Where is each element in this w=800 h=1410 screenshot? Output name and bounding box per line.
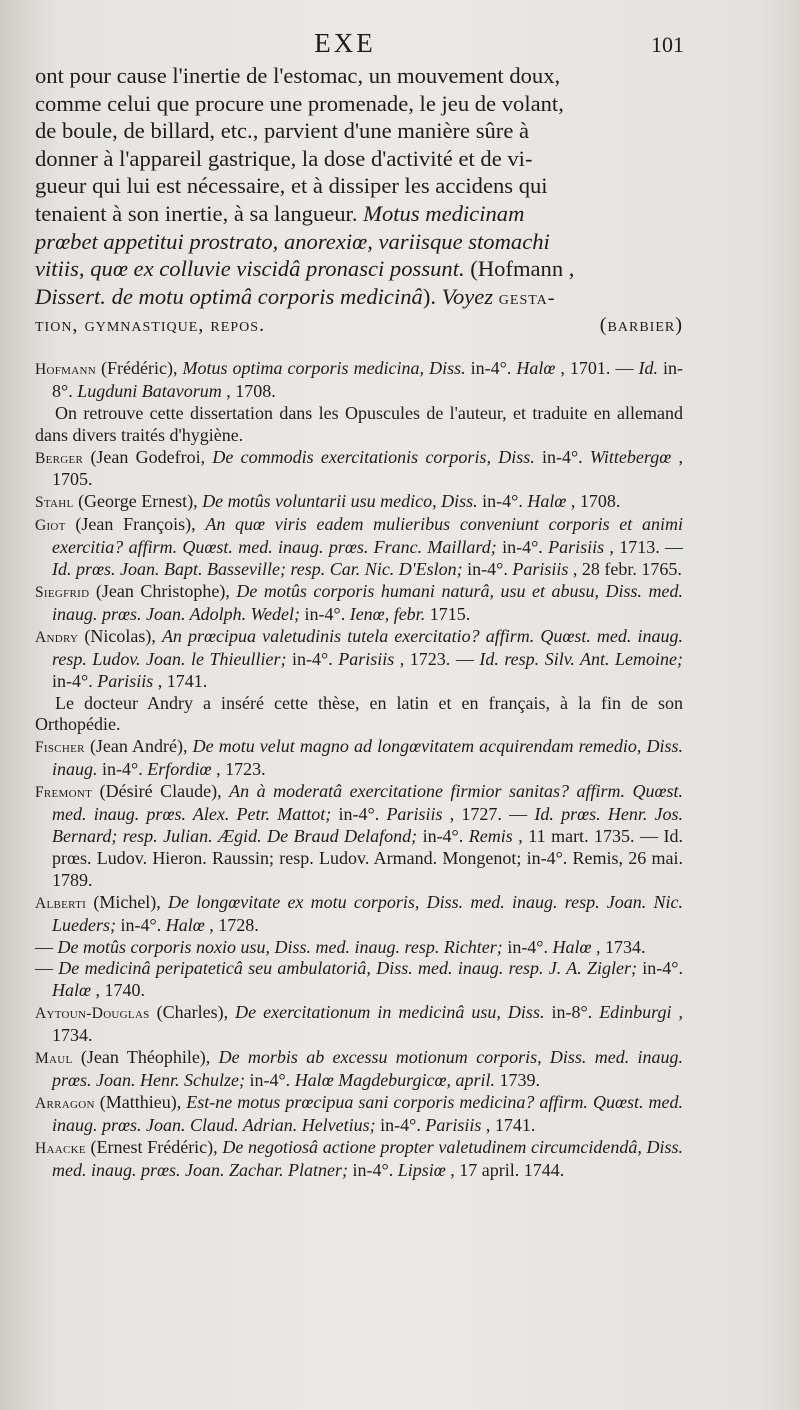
text-line: donner à l'appareil gastrique, la dose d'activité et de vi- — [35, 145, 533, 171]
entry-format: in-4°. — [120, 914, 162, 935]
bibliography-entry — [35, 958, 683, 1002]
entry-author: Aytoun-Douglas — [35, 1005, 150, 1023]
entry-format: in-4°. — [338, 804, 380, 825]
entry-date: , 1727. — — [449, 804, 528, 825]
bibliography-entry — [35, 892, 683, 937]
entry-author: Stahl — [35, 494, 74, 512]
author-signature: (barbier) — [599, 314, 683, 337]
bibliography-entry — [35, 626, 683, 693]
entry-format: in-4°. — [352, 1159, 394, 1180]
entry-place: Halœ — [516, 357, 556, 378]
entry-place: Wittebergœ — [589, 446, 672, 467]
entry-author-detail: (Matthieu), — [99, 1091, 182, 1112]
bibliography-entry — [35, 736, 683, 781]
entry-author: Fischer — [35, 739, 85, 757]
entry-author-detail: (Jean François), — [75, 514, 196, 535]
entry-format: in-4°. — [482, 491, 523, 512]
entry-place: Halœ Magdeburgicœ, april. — [294, 1069, 496, 1090]
entry-place: Lipsiœ — [397, 1159, 446, 1180]
entry-place: Edinburgi — [599, 1002, 672, 1023]
entry-author: Maul — [35, 1050, 73, 1068]
entry-author: Andry — [35, 628, 79, 646]
entry-place: Halœ — [527, 491, 567, 512]
entry-date: , 1705. — [52, 446, 683, 490]
voyez-label: Voyez — [441, 283, 494, 309]
entry-author: Siegfrid — [35, 584, 90, 601]
entry-extra-title: Id. prœs. Joan. Bapt. Basseville; resp. Car. Nic. D'Eslon; — [52, 559, 463, 580]
entry-format: in-4°. — [507, 936, 549, 957]
entry-extra-date: , 11 mart. 1735. — Id. prœs. Ludov. Hieron. Raussin; resp. Ludov. Armand. Mongenot; in-4°. Remis, 26 mai. 1789. — [52, 825, 684, 890]
latin-quote: Motus medicinam — [363, 200, 525, 226]
bibliography-entry — [35, 1002, 683, 1047]
entry-date: 1715. — [429, 603, 471, 624]
bibliography — [35, 358, 683, 1182]
bibliography-entry — [35, 358, 683, 403]
entry-extra-title: Id. prœs. Henr. Jos. Bernard; resp. Julian. Ægid. De Braud Delafond; — [52, 804, 684, 846]
text-line — [35, 283, 683, 313]
entry-author-detail: (Jean Théophile), — [80, 1047, 211, 1068]
entry-author-detail: (Frédéric), — [100, 357, 178, 378]
entry-extra-date: , 1741. — [157, 670, 208, 691]
text-line: gueur qui lui est nécessaire, et à dissiper les accidens qui — [35, 173, 548, 199]
entry-format: in-4°. — [380, 1114, 421, 1135]
entry-format: in-4°. — [292, 648, 333, 669]
bibliography-entry — [35, 937, 683, 959]
text-line — [35, 255, 683, 283]
entry-author: Alberti — [35, 894, 87, 912]
entry-title: De exercitationum in medicinâ usu, Diss. — [235, 1002, 545, 1023]
entry-date: , 1723. — — [399, 648, 474, 669]
entry-author: Hofmann — [35, 360, 96, 378]
entry-author: Fremont — [35, 784, 93, 802]
entry-author-detail: — — [35, 936, 53, 957]
entry-format: in-4°. — [304, 603, 346, 624]
entry-author-detail: (Nicolas), — [84, 625, 156, 646]
entry-extra-place: Lugduni Batavorum — [77, 380, 222, 401]
entry-date: , 1713. — — [609, 537, 684, 558]
entry-title: An quœ viris eadem mulieribus conveniunt corporis et animi exercitia? affirm. Quœst. med. inaug. prœs. Franc. Maillard; — [52, 514, 684, 558]
entry-format: in-8°. — [551, 1002, 593, 1023]
text-line — [35, 312, 683, 340]
entry-extra-format: in-4°. — [52, 670, 93, 691]
text-line: ont pour cause l'inertie de l'estomac, un mouvement doux, — [35, 63, 561, 88]
bibliography-entry — [35, 514, 683, 581]
text-span: (Hofmann , — [470, 256, 575, 282]
text-span: tenaient à son inertie, à sa langueur. — [35, 200, 358, 226]
entry-author: Berger — [35, 449, 84, 467]
latin-quote: vitiis, quœ ex colluvie viscidâ pronasci possunt. — [35, 256, 465, 282]
entry-format: in-4°. — [249, 1069, 291, 1090]
entry-author-detail: — — [35, 958, 53, 979]
text-span: ). — [422, 283, 437, 309]
entry-date: 1739. — [499, 1069, 541, 1090]
text-line — [35, 200, 683, 228]
entry-extra-date: , 1708. — [226, 380, 276, 401]
entry-author-detail: (Charles), — [156, 1002, 229, 1023]
entry-place: Halœ — [165, 914, 205, 935]
entry-author-detail: (George Ernest), — [78, 491, 198, 512]
entry-date: , 1734. — [596, 936, 646, 957]
entry-extra-format: in-4°. — [422, 825, 464, 846]
entry-title: De motu velut magno ad longœvitatem acquirendam remedio, Diss. inaug. — [52, 736, 684, 780]
entry-title: Est-ne motus prœcipua sani corporis medicina? affirm. Quœst. med. inaug. prœs. Joan. Claud. Adrian. Helvetius; — [52, 1091, 683, 1135]
text-line — [35, 228, 683, 256]
entry-format: in-4°. — [470, 357, 512, 378]
citation-title: Dissert. de motu optimâ corporis medicinâ — [35, 283, 423, 309]
entry-title: De motûs corporis noxio usu, Diss. med. inaug. resp. Richter; — [57, 936, 503, 957]
entry-date: , 17 april. 1744. — [450, 1159, 565, 1180]
entry-place: Parisiis — [548, 537, 605, 558]
page-body — [35, 62, 683, 1181]
running-title: EXE — [314, 28, 376, 58]
entry-author-detail: (Jean Godefroi, — [90, 446, 206, 467]
main-article-text — [35, 62, 683, 340]
entry-place: Parisiis — [425, 1114, 482, 1135]
entry-title: De longœvitate ex motu corporis, Diss. med. inaug. resp. Joan. Nic. Lueders; — [52, 891, 683, 935]
entry-place: Erfordiœ — [147, 759, 212, 780]
entry-title: De commodis exercitationis corporis, Diss. — [212, 446, 535, 467]
entry-author: Giot — [35, 517, 66, 535]
entry-place: Halœ — [552, 936, 592, 957]
bibliography-entry — [35, 781, 683, 892]
text-line: de boule, de billard, etc., parvient d'une manière sûre à — [35, 118, 530, 144]
bibliography-note: On retrouve cette dissertation dans les Opuscules de l'auteur, et traduite en allemand dans divers traités d'hygiène. — [35, 402, 683, 445]
entry-extra-format: in-8°. — [52, 357, 684, 401]
entry-title: An à moderatâ exercitatione firmior sanitas? affirm. Quœst. med. inaug. prœs. Alex. Petr. Mattot; — [52, 781, 684, 825]
bibliography-entry — [35, 1047, 683, 1092]
entry-title: De motûs corporis humani naturâ, usu et abusu, Diss. med. inaug. prœs. Joan. Adolph. Wedel; — [52, 581, 684, 624]
entry-author-detail: (Ernest Frédéric), — [90, 1136, 218, 1157]
entry-place: Parisiis — [386, 804, 443, 825]
cross-reference: gesta- — [498, 286, 556, 309]
entry-format: in-4°. — [642, 958, 683, 979]
entry-extra-place: Remis — [468, 825, 513, 846]
entry-date: , 1708. — [570, 491, 621, 512]
entry-date: , 1740. — [95, 980, 146, 1001]
page-number: 101 — [651, 32, 684, 57]
bibliography-note: Le docteur Andry a inséré cette thèse, en latin et en français, à la fin de son Orthopédie. — [35, 692, 683, 735]
entry-author-detail: (Désiré Claude), — [99, 781, 222, 802]
entry-date: , 1741. — [485, 1114, 536, 1135]
entry-author-detail: (Jean André), — [89, 736, 188, 757]
entry-place: Ienœ, febr. — [349, 603, 426, 624]
text-line: comme celui que procure une promenade, le jeu de volant, — [35, 90, 564, 116]
entry-place: Halœ — [52, 980, 92, 1001]
bibliography-entry — [35, 491, 683, 514]
entry-title: An prœcipua valetudinis tutela exercitatio? affirm. Quœst. med. inaug. resp. Ludov. Joan. le Thieullier; — [52, 625, 684, 669]
bibliography-entry — [35, 1092, 683, 1137]
entry-date: , 1734. — [52, 1002, 684, 1046]
entry-place: Parisiis — [338, 648, 395, 669]
bibliography-entry — [35, 1137, 683, 1182]
entry-extra-title: Id. — [638, 357, 658, 378]
entry-format: in-4°. — [541, 446, 583, 467]
entry-author-detail: (Michel), — [93, 891, 161, 912]
entry-format: in-4°. — [502, 537, 543, 558]
entry-date: , 1728. — [209, 914, 259, 935]
entry-author-detail: (Jean Christophe), — [95, 581, 230, 601]
entry-format: in-4°. — [102, 759, 143, 780]
entry-extra-format: in-4°. — [467, 559, 508, 580]
bibliography-entry — [35, 447, 683, 492]
entry-date: , 1701. — — [560, 357, 634, 378]
entry-title: De medicinâ peripateticâ seu ambulatoriâ, Diss. med. inaug. resp. J. A. Zigler; — [58, 958, 637, 979]
running-header — [0, 28, 800, 64]
bibliography-entry — [35, 581, 683, 626]
entry-extra-title: Id. resp. Silv. Ant. Lemoine; — [479, 648, 684, 669]
entry-date: , 1723. — [216, 759, 266, 780]
entry-title: Motus optima corporis medicina, Diss. — [182, 357, 466, 378]
entry-title: De negotiosâ actione propter valetudinem circumcidendâ, Diss. med. inaug. prœs. Joan. Zachar. Platner; — [52, 1136, 684, 1180]
entry-title: De morbis ab excessu motionum corporis, Diss. med. inaug. prœs. Joan. Henr. Schulze; — [52, 1047, 684, 1090]
latin-quote: prœbet appetitui prostrato, anorexiœ, variisque stomachi — [35, 228, 550, 254]
cross-reference: tion, gymnastique, repos. — [35, 314, 266, 337]
entry-author: Arragon — [35, 1094, 95, 1112]
entry-extra-place: Parisiis — [512, 559, 569, 580]
entry-extra-date: , 28 febr. 1765. — [572, 559, 682, 580]
entry-title: De motûs voluntarii usu medico, Diss. — [202, 491, 478, 512]
entry-extra-place: Parisiis — [97, 670, 154, 691]
entry-author: Haacke — [35, 1139, 86, 1157]
